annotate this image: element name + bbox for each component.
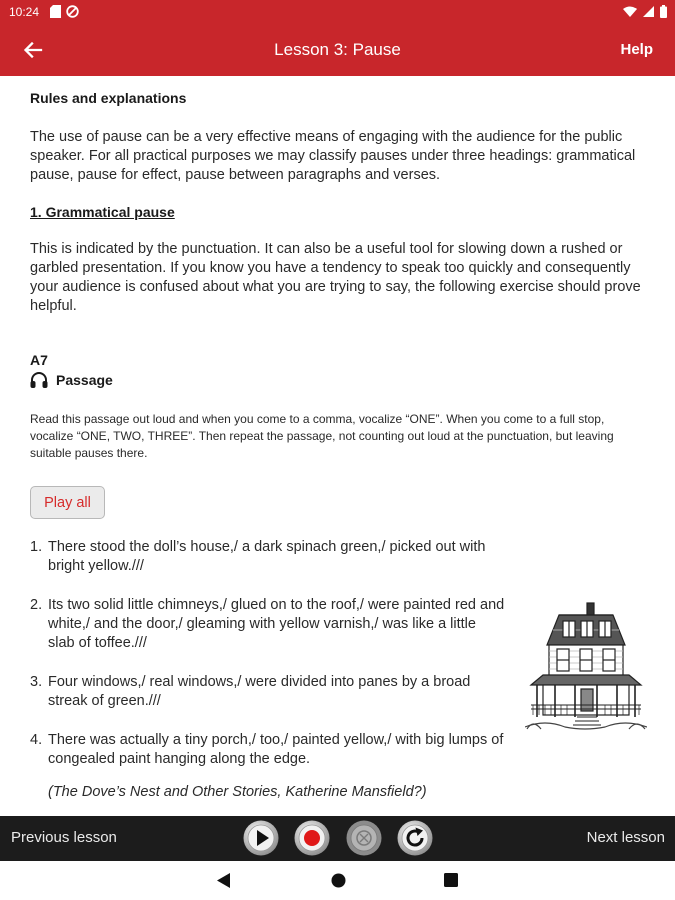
source-citation: (The Dove’s Nest and Other Stories, Katherine Mansfield?) [48, 784, 427, 800]
app-bar [0, 24, 675, 76]
item-number: 2. [30, 597, 43, 613]
page-title: Lesson 3: Pause [274, 40, 401, 59]
next-lesson-button[interactable]: Next lesson [586, 829, 665, 846]
passage-list [30, 538, 505, 789]
nav-recents-icon[interactable] [444, 873, 458, 887]
item-text: There stood the doll’s house,/ a dark spinach green,/ picked out with bright yellow./// [48, 539, 486, 574]
intro-paragraph: The use of pause can be a very effective means of engaging with the audience for the public speaker. For all practical purposes we may classify pauses under three headings: grammatical pause, pause for effect, pause between paragraphs and verses. [30, 129, 636, 183]
nav-home-icon[interactable] [331, 873, 346, 888]
item-text: There was actually a tiny porch,/ too,/ painted yellow,/ with big lumps of congealed paint hanging along the edge. [48, 732, 504, 767]
exercise-title: Passage [56, 372, 113, 388]
exercise-id: A7 [30, 352, 48, 368]
nav-back-icon[interactable] [217, 873, 231, 888]
play-all-button[interactable]: Play all [30, 486, 105, 519]
signal-icon [643, 6, 654, 17]
item-text: Its two solid little chimneys,/ glued on to the roof,/ were painted red and white,/ and the door,/ gleaming with yellow varnish,/ was like a little slab of toffee./// [48, 597, 505, 651]
item-number: 3. [30, 674, 43, 690]
sd-card-icon [50, 5, 61, 18]
list-item [30, 731, 505, 769]
dolls-house-illustration [525, 601, 647, 736]
section-heading: 1. Grammatical pause [30, 204, 175, 220]
item-number: 1. [30, 539, 43, 555]
previous-lesson-button[interactable]: Previous lesson [11, 829, 117, 846]
rules-heading: Rules and explanations [30, 90, 187, 106]
play-icon[interactable] [243, 820, 279, 856]
help-button[interactable]: Help [620, 41, 653, 58]
wifi-icon [623, 6, 637, 17]
list-item [30, 673, 505, 711]
replay-icon[interactable] [397, 820, 433, 856]
section-paragraph: This is indicated by the punctuation. It can also be a useful tool for slowing down a rushed or garbled presentation. If you know you have a tendency to speak too quickly and consequently your audience is confused about what you are trying to say, the following exercise should prove helpful. [30, 241, 641, 314]
item-number: 4. [30, 732, 43, 748]
list-item [30, 596, 505, 653]
battery-icon [660, 5, 667, 18]
list-item [30, 538, 505, 576]
system-nav-bar [0, 861, 675, 900]
status-time: 10:24 [9, 5, 40, 19]
player-bar [0, 816, 675, 861]
record-icon[interactable] [294, 820, 330, 856]
item-text: Four windows,/ real windows,/ were divided into panes by a broad streak of green./// [48, 674, 471, 709]
stop-recording-icon[interactable] [346, 820, 382, 856]
exercise-instructions: Read this passage out loud and when you come to a comma, vocalize “ONE”. When you come to a full stop, vocalize “ONE, TWO, THREE”. Then repeat the passage, not counting out loud at the punctuation, but leaving suitable pauses there. [30, 412, 614, 460]
headphones-icon [30, 372, 48, 388]
blocked-icon [66, 5, 79, 18]
exercise-header [30, 372, 113, 388]
status-bar [0, 0, 675, 24]
